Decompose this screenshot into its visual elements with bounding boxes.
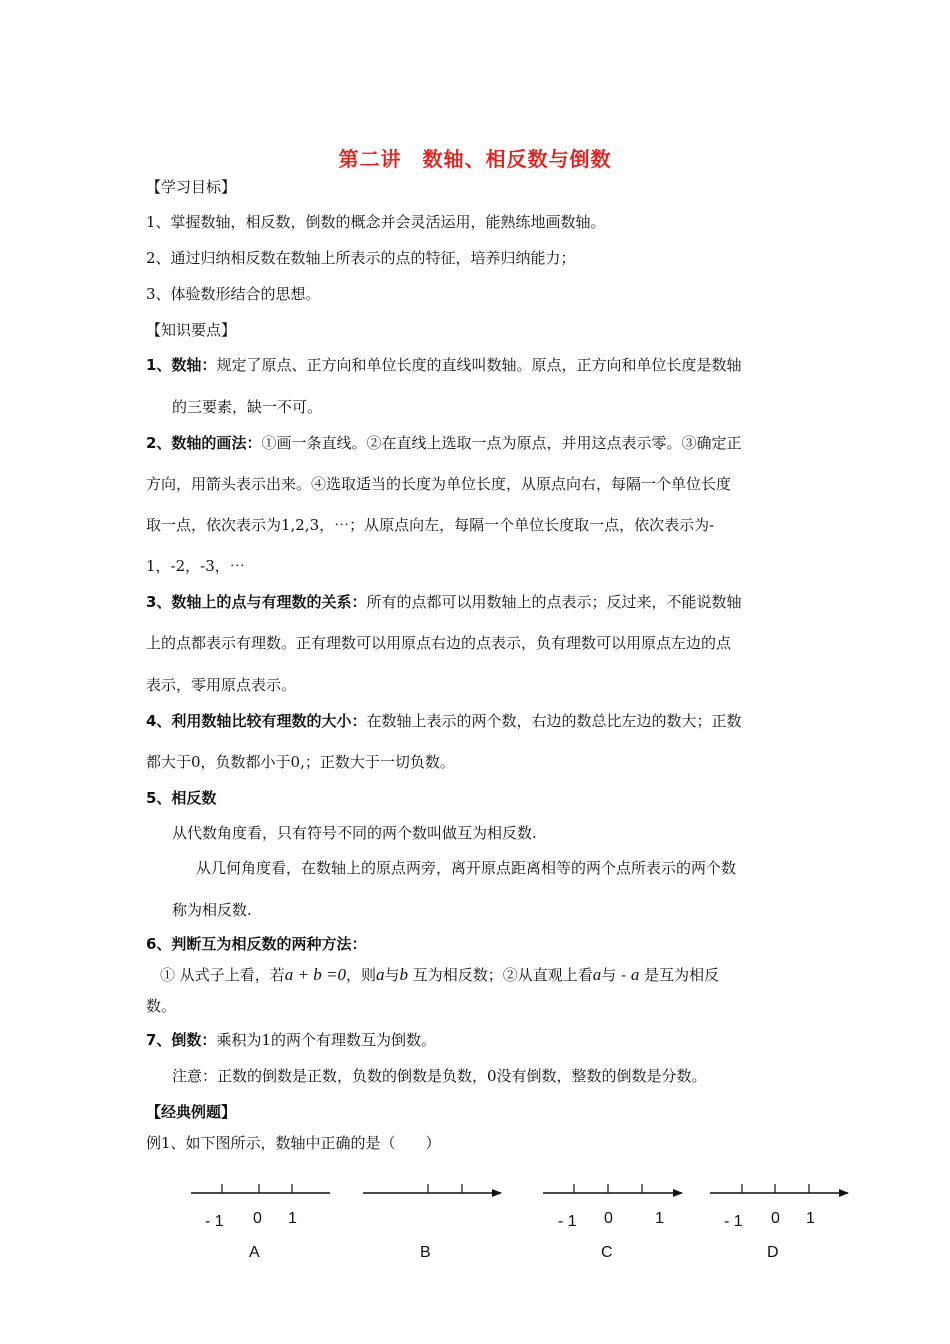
option-c-tick-neg1: - 1 [558, 1213, 577, 1230]
k2-head: 2、数轴的画法： [146, 434, 262, 452]
k6-p2: ，则 [345, 966, 376, 984]
examples-header: 【经典例题】 [146, 1103, 237, 1121]
k3-head: 3、数轴上的点与有理数的关系： [146, 593, 367, 611]
k4-text: 在数轴上表示的两个数，右边的数总比左边的数大；正数 [366, 712, 742, 730]
option-a-letter: A [249, 1244, 260, 1261]
example-1-question: 例1、如下图所示，数轴中正确的是（ ） [146, 1134, 441, 1152]
option-b-letter: B [420, 1244, 431, 1261]
option-d-tick-neg1: - 1 [724, 1213, 743, 1230]
k6-line-2: 数。 [146, 997, 177, 1015]
goal-2: 2、通过归纳相反数在数轴上所表示的点的特征，培养归纳能力； [146, 249, 576, 267]
option-d-tick-1: 1 [806, 1210, 815, 1227]
k4-line-2: 都大于0，负数都小于0,；正数大于一切负数。 [146, 753, 455, 771]
k1-text: 规定了原点、正方向和单位长度的直线叫数轴。原点，正方向和单位长度是数轴 [216, 356, 742, 374]
k3-line-3: 表示，零用原点表示。 [146, 676, 297, 694]
k2-line-2: 方向，用箭头表示出来。④选取适当的长度为单位长度，从原点向右，每隔一个单位长度 [146, 475, 732, 493]
k5-line-2: 从几何角度看，在数轴上的原点两旁，离开原点距离相等的两个点所表示的两个数 [196, 859, 737, 877]
goal-3: 3、体验数形结合的思想。 [146, 285, 321, 303]
page-title: 第二讲 数轴、相反数与倒数 [338, 147, 612, 171]
k6-p1: ① 从式子上看，若 [160, 966, 285, 984]
k6-p3: 与 [384, 966, 400, 984]
k6-b1: b [399, 965, 409, 984]
option-d-letter: D [767, 1244, 779, 1261]
option-c-tick-0: 0 [604, 1210, 613, 1227]
option-b-axis [363, 1184, 501, 1193]
k7-head: 7、倒数： [146, 1031, 217, 1049]
k2-line-3: 取一点，依次表示为1,2,3，⋯；从原点向左，每隔一个单位长度取一点，依次表示为- [146, 516, 715, 534]
k6-a2: a [592, 965, 602, 984]
option-d-tick-0: 0 [771, 1210, 780, 1227]
goal-1: 1、掌握数轴，相反数，倒数的概念并会灵活运用，能熟练地画数轴。 [146, 213, 606, 231]
goals-header: 【学习目标】 [146, 178, 237, 196]
k6-p6: 是互为相反 [639, 966, 720, 984]
k6-equation: a + b =0 [284, 965, 346, 984]
k5-line-3: 称为相反数. [172, 901, 252, 919]
k6-a1: a [376, 965, 385, 984]
k1-head: 1、数轴： [146, 356, 217, 374]
option-a-axis [191, 1184, 330, 1193]
k3-line-2: 上的点都表示有理数。正有理数可以用原点右边的点表示，负有理数可以用原点左边的点 [146, 634, 732, 652]
k6-head: 6、判断互为相反数的两种方法： [146, 935, 367, 953]
k7-text: 乘积为1的两个有理数互为倒数。 [216, 1031, 436, 1049]
k4-head: 4、利用数轴比较有理数的大小： [146, 712, 367, 730]
k2-text: ①画一条直线。②在直线上选取一点为原点，并用这点表示零。③确定正 [261, 434, 742, 452]
option-a-tick-neg1: - 1 [205, 1213, 224, 1230]
option-a-tick-0: 0 [253, 1210, 262, 1227]
knowledge-header: 【知识要点】 [146, 321, 237, 339]
k6-p5: 与 - [601, 966, 631, 984]
option-c-tick-1: 1 [655, 1210, 664, 1227]
k5-line-1: 从代数角度看，只有符号不同的两个数叫做互为相反数. [172, 824, 537, 842]
k1-line-2: 的三要素，缺一不可。 [172, 398, 323, 416]
k6-a3: a [630, 965, 640, 984]
option-a-tick-1: 1 [288, 1210, 297, 1227]
option-d-axis [710, 1184, 848, 1193]
k5-head: 5、相反数 [146, 789, 217, 807]
k6-p4: 互为相反数；②从直观上看 [408, 966, 593, 984]
k2-line-4: 1，-2，-3，⋯ [146, 557, 245, 575]
option-c-axis [543, 1184, 682, 1193]
k3-text: 所有的点都可以用数轴上的点表示；反过来，不能说数轴 [366, 593, 742, 611]
option-c-letter: C [601, 1244, 613, 1261]
k7-note: 注意：正数的倒数是正数，负数的倒数是负数，0没有倒数，整数的倒数是分数。 [172, 1067, 707, 1085]
